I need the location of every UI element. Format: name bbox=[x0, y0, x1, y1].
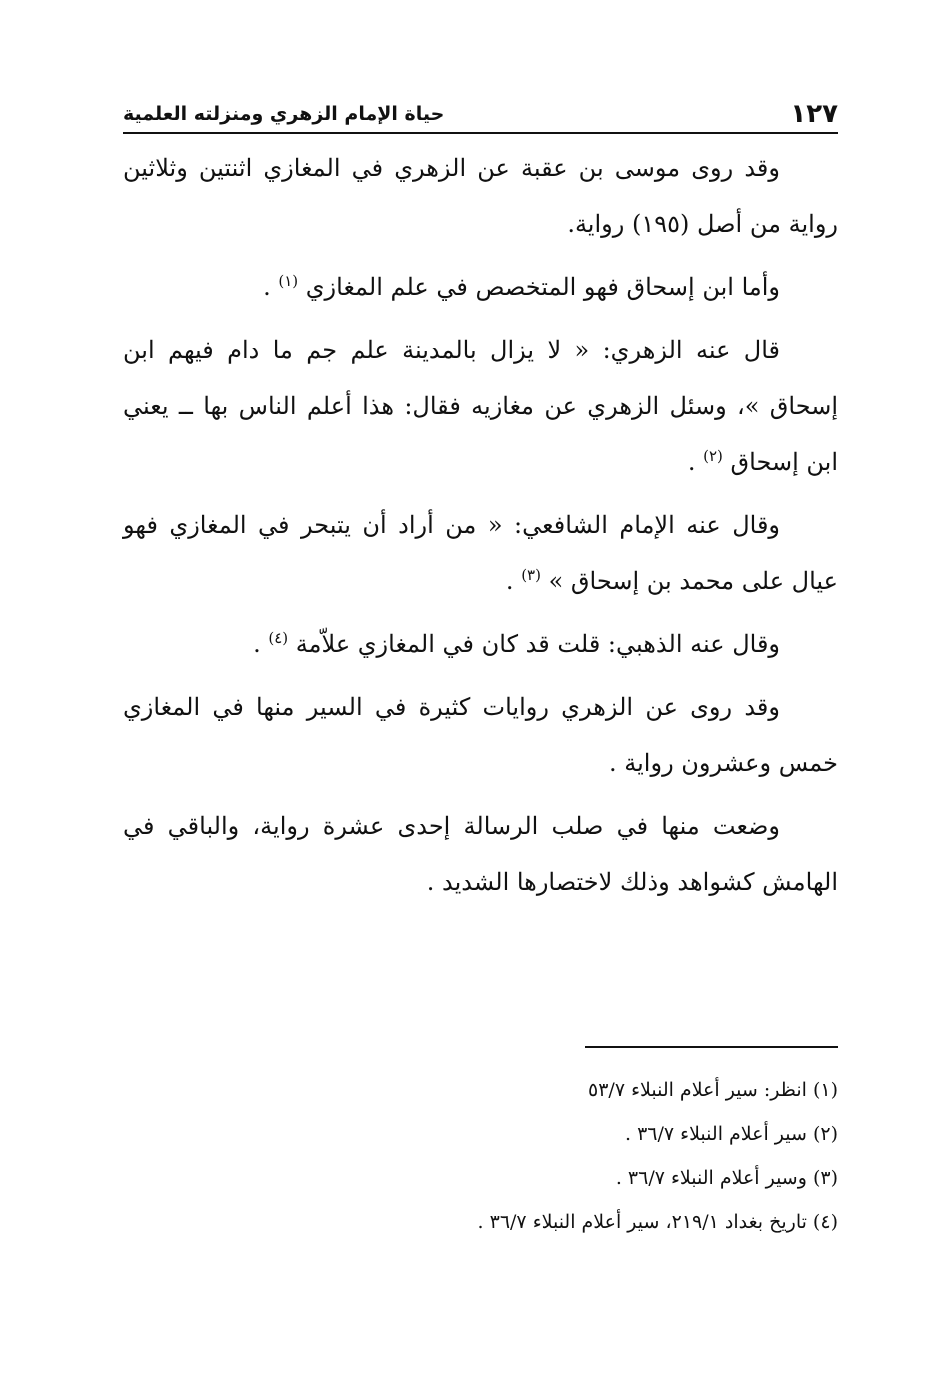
footnote-ref-1[interactable]: (١) bbox=[278, 272, 299, 290]
page-number: ١٢٧ bbox=[790, 99, 838, 129]
paragraph-text: وقال عنه الذهبي: قلت قد كان في المغازي علاّمة bbox=[295, 630, 780, 658]
footnotes bbox=[123, 1068, 838, 1244]
paragraph-6 bbox=[123, 679, 838, 791]
paragraph-3 bbox=[123, 322, 838, 490]
paragraph-7 bbox=[123, 798, 838, 910]
paragraph-text: وقد روى عن الزهري روايات كثيرة في السير منها في المغازي خمس وعشرون رواية . bbox=[123, 693, 838, 777]
paragraph-text: وقد روى موسى بن عقبة عن الزهري في المغازي اثنتين وثلاثين رواية من أصل (١٩٥) رواية. bbox=[123, 154, 838, 238]
footnote-1: (١) انظر: سير أعلام النبلاء ٥٣/٧ bbox=[588, 1079, 838, 1101]
paragraph-tail: . bbox=[263, 273, 279, 301]
footnote-ref-2[interactable]: (٢) bbox=[703, 447, 723, 465]
main-text bbox=[123, 140, 838, 917]
footnote-separator bbox=[585, 1046, 838, 1048]
paragraph-2 bbox=[123, 259, 838, 315]
running-title: حياة الإمام الزهري ومنزلته العلمية bbox=[123, 103, 445, 125]
footnote-ref-3[interactable]: (٣) bbox=[521, 566, 541, 584]
paragraph-tail: . bbox=[505, 567, 522, 595]
paragraph-tail: . bbox=[253, 630, 269, 658]
footnote-4: (٤) تاريخ بغداد ٢١٩/١، سير أعلام النبلاء ٣٦/٧ . bbox=[477, 1211, 838, 1233]
paragraph-text: قال عنه الزهري: « لا يزال بالمدينة علم جم ما دام فيهم ابن إسحاق »، وسئل الزهري عن مغازيه فقال: هذا أعلم الناس بها ــ يعني ابن إسحاق bbox=[123, 336, 838, 476]
paragraph-1 bbox=[123, 140, 838, 252]
paragraph-text: وضعت منها في صلب الرسالة إحدى عشرة رواية، والباقي في الهامش كشواهد وذلك لاختصارها الشديد . bbox=[123, 812, 838, 896]
footnote-ref-4[interactable]: (٤) bbox=[268, 629, 289, 647]
footnote-2: (٢) سير أعلام النبلاء ٣٦/٧ . bbox=[625, 1123, 838, 1145]
paragraph-tail: . bbox=[687, 448, 704, 476]
footnote-3: (٣) وسير أعلام النبلاء ٣٦/٧ . bbox=[615, 1167, 838, 1189]
page-header bbox=[123, 96, 838, 134]
paragraph-4 bbox=[123, 497, 838, 609]
paragraph-text: وأما ابن إسحاق فهو المتخصص في علم المغازي bbox=[305, 273, 780, 301]
paragraph-5 bbox=[123, 616, 838, 672]
paragraph-text: وقال عنه الإمام الشافعي: « من أراد أن يتبحر في المغازي فهو عيال على محمد بن إسحاق » bbox=[123, 511, 838, 595]
